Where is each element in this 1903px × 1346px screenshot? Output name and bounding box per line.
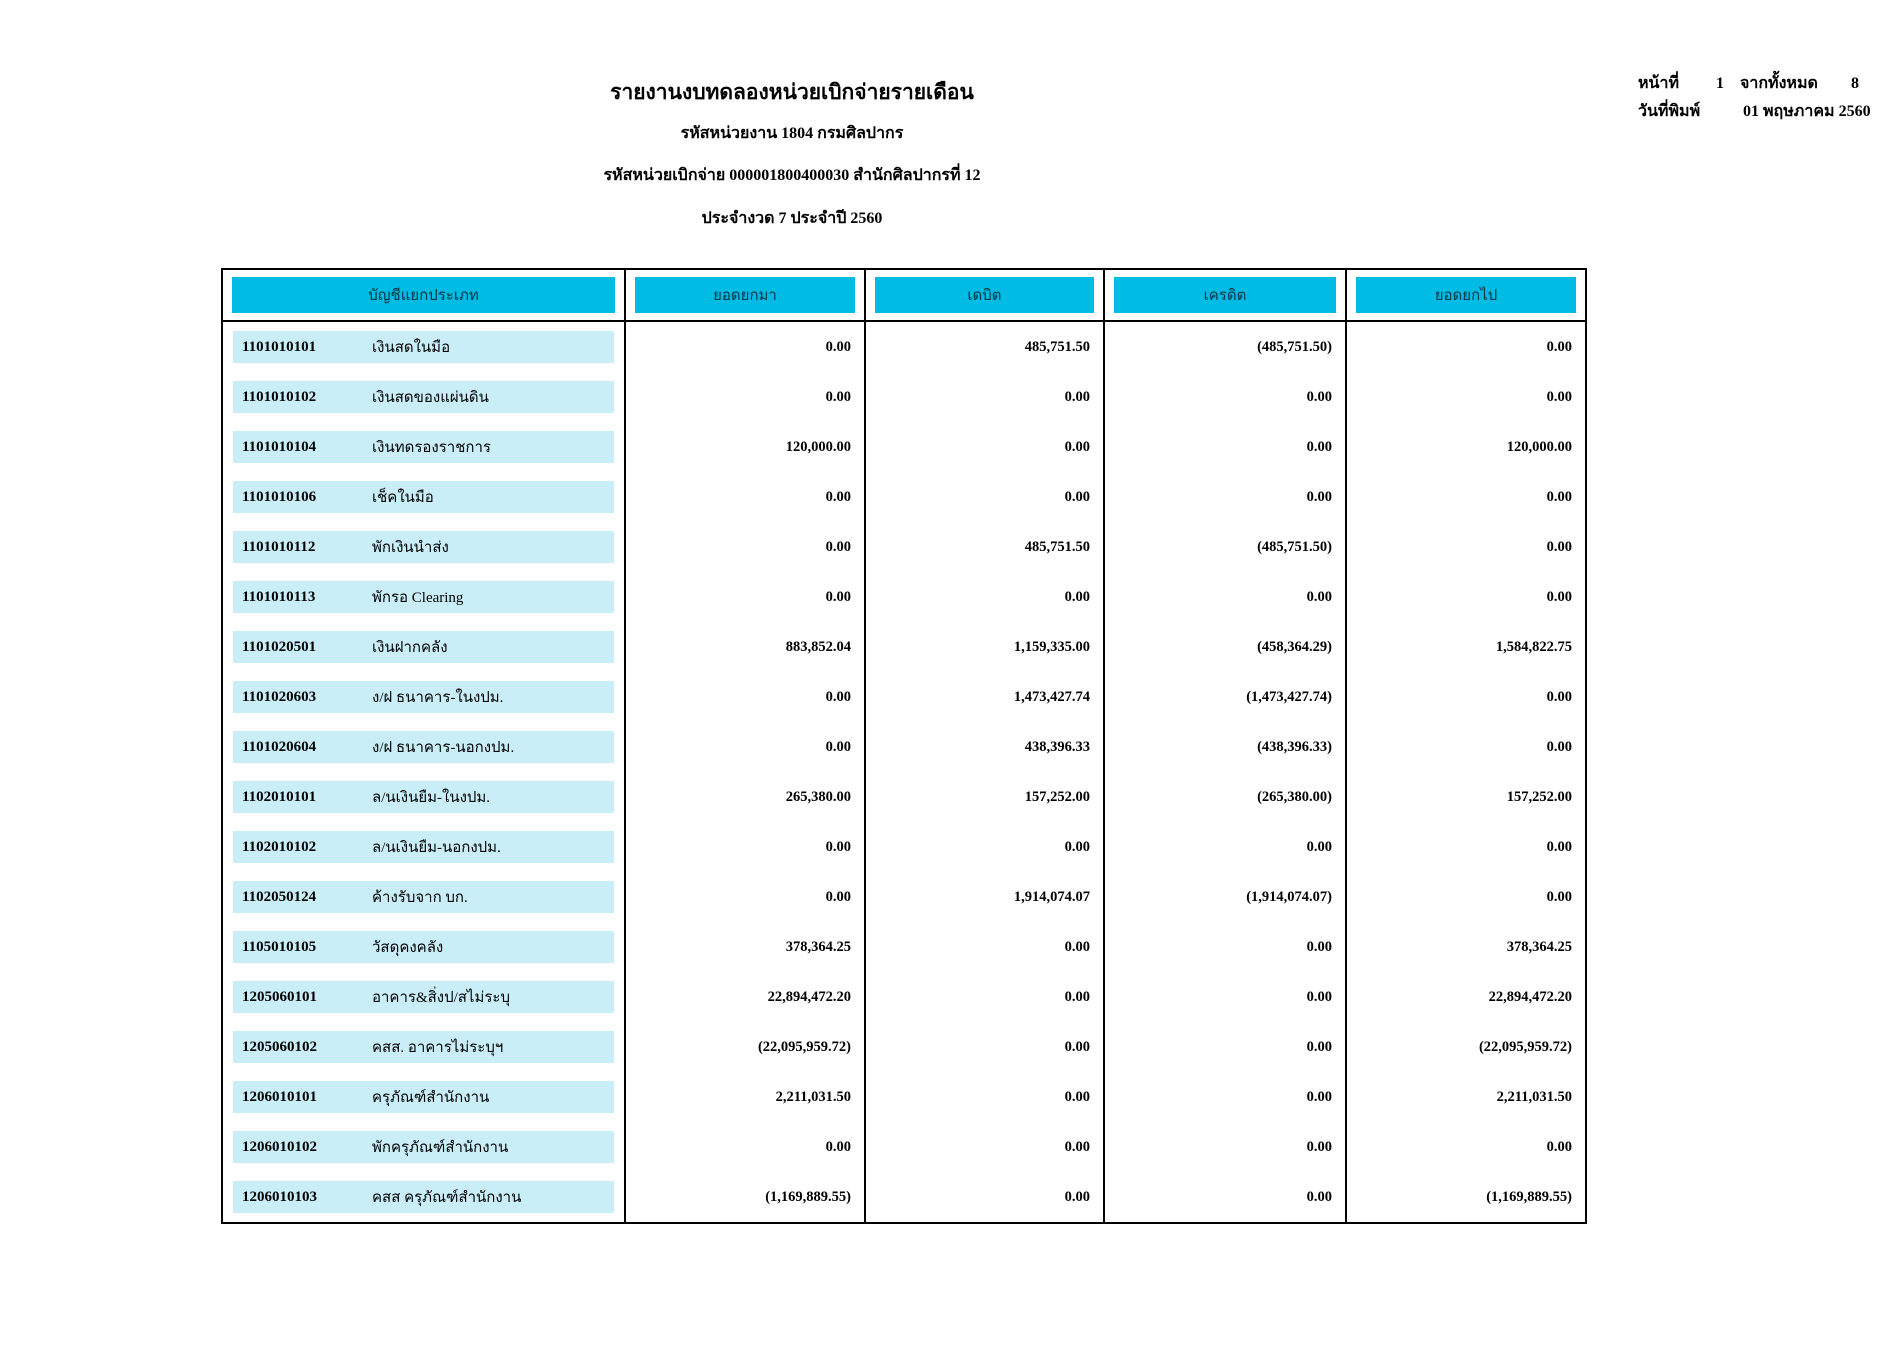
carry-over-value: 0.00 [1546, 538, 1572, 555]
account-cell [223, 422, 626, 472]
carry-forward-value: 0.00 [825, 738, 851, 755]
table-row [223, 372, 1585, 422]
carry-over-value: 378,364.25 [1506, 938, 1572, 955]
table-row [223, 1172, 1585, 1222]
carry-forward-value: 2,211,031.50 [775, 1088, 851, 1105]
page-number: 1 [1716, 75, 1724, 92]
carry-over-cell [1347, 922, 1585, 972]
column-header-credit-label: เครดิต [1114, 277, 1336, 313]
account-name: เช็คในมือ [372, 490, 434, 506]
debit-cell [866, 722, 1105, 772]
account-code: 1206010101 [242, 1088, 317, 1105]
debit-cell [866, 322, 1105, 372]
credit-value: 0.00 [1306, 388, 1332, 405]
account-name: ครุภัณฑ์สำนักงาน [372, 1090, 490, 1106]
carry-forward-value: 0.00 [825, 838, 851, 855]
credit-cell [1105, 472, 1347, 522]
account-code: 1102010101 [242, 788, 317, 805]
carry-over-cell [1347, 972, 1585, 1022]
table-body [223, 322, 1585, 1222]
carry-forward-cell [626, 422, 866, 472]
credit-cell [1105, 1172, 1347, 1222]
carry-over-cell [1347, 872, 1585, 922]
carry-forward-value: 0.00 [825, 388, 851, 405]
account-cell [223, 522, 626, 572]
report-title: รายงานงบทดลองหน่วยเบิกจ่ายรายเดือน [610, 80, 974, 104]
debit-value: 0.00 [1064, 1188, 1090, 1205]
account-name: อาคาร&สิ่งป/สไม่ระบุ [372, 990, 511, 1006]
carry-forward-value: 0.00 [825, 538, 851, 555]
table-row [223, 822, 1585, 872]
carry-forward-value: 378,364.25 [785, 938, 851, 955]
account-band [233, 331, 614, 363]
credit-value: (485,751.50) [1257, 538, 1332, 555]
credit-cell [1105, 1072, 1347, 1122]
account-band [233, 881, 614, 913]
table-header-row [223, 270, 1585, 322]
credit-value: 0.00 [1306, 938, 1332, 955]
account-cell [223, 372, 626, 422]
carry-forward-value: (22,095,959.72) [757, 1038, 851, 1055]
credit-cell [1105, 372, 1347, 422]
account-band [233, 1081, 614, 1113]
account-name: คสส. อาคารไม่ระบุฯ [372, 1040, 504, 1056]
credit-value: 0.00 [1306, 1188, 1332, 1205]
credit-value: 0.00 [1306, 1138, 1332, 1155]
report-header [0, 76, 1584, 248]
carry-over-value: 120,000.00 [1506, 438, 1572, 455]
table-row [223, 1072, 1585, 1122]
account-code: 1101020604 [242, 738, 317, 755]
debit-value: 0.00 [1064, 1088, 1090, 1105]
carry-over-value: 0.00 [1546, 838, 1572, 855]
credit-cell [1105, 972, 1347, 1022]
debit-value: 0.00 [1064, 1038, 1090, 1055]
credit-cell [1105, 1022, 1347, 1072]
table-row [223, 522, 1585, 572]
account-band [233, 631, 614, 663]
carry-over-value: 0.00 [1546, 588, 1572, 605]
trial-balance-table [221, 268, 1587, 1224]
account-name: พักรอ Clearing [372, 590, 464, 606]
account-name: ล/นเงินยืม-นอกงปม. [372, 840, 501, 856]
debit-cell [866, 772, 1105, 822]
debit-value: 1,159,335.00 [1013, 638, 1090, 655]
carry-forward-value: 0.00 [825, 688, 851, 705]
debit-value: 1,473,427.74 [1013, 688, 1090, 705]
account-band [233, 931, 614, 963]
account-band [233, 531, 614, 563]
debit-cell [866, 872, 1105, 922]
account-cell [223, 672, 626, 722]
debit-cell [866, 522, 1105, 572]
print-date-row [1638, 98, 1903, 126]
account-name: ง/ฝ ธนาคาร-ในงปม. [372, 690, 504, 706]
credit-cell [1105, 622, 1347, 672]
account-code: 1101010102 [242, 388, 317, 405]
table-row [223, 772, 1585, 822]
account-band [233, 1181, 614, 1213]
debit-value: 157,252.00 [1024, 788, 1090, 805]
debit-cell [866, 822, 1105, 872]
table-row [223, 622, 1585, 672]
carry-forward-cell [626, 1122, 866, 1172]
account-band [233, 731, 614, 763]
period-line: ประจำงวด 7 ประจำปี 2560 [701, 210, 883, 227]
account-name: พักเงินนำส่ง [372, 540, 449, 556]
account-code: 1206010103 [242, 1188, 317, 1205]
account-cell [223, 1122, 626, 1172]
carry-over-value: 0.00 [1546, 488, 1572, 505]
credit-cell [1105, 722, 1347, 772]
carry-over-cell [1347, 1072, 1585, 1122]
debit-value: 438,396.33 [1024, 738, 1090, 755]
carry-over-cell [1347, 372, 1585, 422]
carry-over-cell [1347, 622, 1585, 672]
carry-forward-cell [626, 1172, 866, 1222]
carry-over-cell [1347, 772, 1585, 822]
debit-value: 1,914,074.07 [1013, 888, 1090, 905]
carry-forward-cell [626, 872, 866, 922]
credit-value: 0.00 [1306, 438, 1332, 455]
account-code: 1101010112 [242, 538, 316, 555]
carry-forward-value: 22,894,472.20 [767, 988, 851, 1005]
account-cell [223, 922, 626, 972]
account-name: ง/ฝ ธนาคาร-นอกงปม. [372, 740, 515, 756]
account-band [233, 1031, 614, 1063]
carry-over-cell [1347, 1172, 1585, 1222]
carry-over-value: 2,211,031.50 [1496, 1088, 1572, 1105]
debit-cell [866, 1122, 1105, 1172]
account-cell [223, 622, 626, 672]
account-cell [223, 322, 626, 372]
column-header-debit-label: เดบิต [875, 277, 1094, 313]
account-cell [223, 1072, 626, 1122]
carry-over-value: 0.00 [1546, 688, 1572, 705]
account-cell [223, 1172, 626, 1222]
account-band [233, 681, 614, 713]
account-code: 1101020603 [242, 688, 317, 705]
total-pages-label: จากทั้งหมด [1740, 75, 1818, 92]
debit-cell [866, 372, 1105, 422]
page-label: หน้าที่ [1638, 75, 1680, 92]
account-code: 1205060101 [242, 988, 317, 1005]
account-cell [223, 822, 626, 872]
table-row [223, 422, 1585, 472]
debit-cell [866, 422, 1105, 472]
account-band [233, 431, 614, 463]
debit-cell [866, 622, 1105, 672]
carry-forward-value: 265,380.00 [785, 788, 851, 805]
carry-forward-cell [626, 772, 866, 822]
credit-value: (485,751.50) [1257, 338, 1332, 355]
carry-over-cell [1347, 1122, 1585, 1172]
carry-forward-value: (1,169,889.55) [765, 1188, 851, 1205]
carry-over-value: 1,584,822.75 [1495, 638, 1572, 655]
carry-forward-cell [626, 672, 866, 722]
debit-cell [866, 1072, 1105, 1122]
credit-cell [1105, 672, 1347, 722]
carry-over-cell [1347, 1022, 1585, 1072]
carry-forward-value: 0.00 [825, 588, 851, 605]
account-name: วัสดุคงคลัง [372, 940, 444, 956]
print-date-label: วันที่พิมพ์ [1638, 103, 1701, 120]
account-code: 1205060102 [242, 1038, 317, 1055]
account-code: 1101010104 [242, 438, 317, 455]
table-row [223, 722, 1585, 772]
account-name: เงินทดรองราชการ [372, 440, 491, 456]
account-band [233, 381, 614, 413]
account-name: เงินสดในมือ [372, 340, 451, 356]
carry-over-cell [1347, 422, 1585, 472]
carry-over-cell [1347, 822, 1585, 872]
debit-cell [866, 572, 1105, 622]
credit-cell [1105, 572, 1347, 622]
column-header-credit [1105, 270, 1347, 320]
column-header-carry-forward-label: ยอดยกมา [635, 277, 855, 313]
column-header-account-label: บัญชีแยกประเภท [232, 277, 615, 313]
carry-forward-value: 0.00 [825, 338, 851, 355]
credit-cell [1105, 522, 1347, 572]
carry-over-value: 0.00 [1546, 1138, 1572, 1155]
debit-cell [866, 472, 1105, 522]
carry-over-value: 0.00 [1546, 738, 1572, 755]
table-row [223, 1122, 1585, 1172]
credit-cell [1105, 322, 1347, 372]
disbursement-unit-line: รหัสหน่วยเบิกจ่าย 000001800400030 สำนักศิลปากรที่ 12 [603, 167, 981, 184]
debit-cell [866, 922, 1105, 972]
account-name: เงินสดของแผ่นดิน [372, 390, 489, 406]
carry-forward-cell [626, 822, 866, 872]
carry-over-value: 22,894,472.20 [1488, 988, 1572, 1005]
account-code: 1102050124 [242, 888, 317, 905]
carry-over-cell [1347, 522, 1585, 572]
debit-cell [866, 1022, 1105, 1072]
debit-value: 485,751.50 [1024, 538, 1090, 555]
credit-value: 0.00 [1306, 1088, 1332, 1105]
account-band [233, 781, 614, 813]
total-pages: 8 [1851, 75, 1859, 92]
debit-value: 0.00 [1064, 438, 1090, 455]
carry-forward-value: 0.00 [825, 888, 851, 905]
account-band [233, 831, 614, 863]
credit-value: (265,380.00) [1257, 788, 1332, 805]
credit-cell [1105, 872, 1347, 922]
credit-value: 0.00 [1306, 488, 1332, 505]
debit-value: 0.00 [1064, 388, 1090, 405]
table-row [223, 922, 1585, 972]
account-band [233, 481, 614, 513]
carry-over-cell [1347, 322, 1585, 372]
credit-cell [1105, 422, 1347, 472]
column-header-carry-over [1347, 270, 1585, 320]
carry-forward-cell [626, 622, 866, 672]
account-cell [223, 722, 626, 772]
carry-forward-cell [626, 722, 866, 772]
table-row [223, 672, 1585, 722]
carry-forward-cell [626, 972, 866, 1022]
column-header-carry-over-label: ยอดยกไป [1356, 277, 1576, 313]
account-cell [223, 472, 626, 522]
credit-cell [1105, 922, 1347, 972]
table-row [223, 572, 1585, 622]
debit-value: 0.00 [1064, 1138, 1090, 1155]
account-name: คสส ครุภัณฑ์สำนักงาน [372, 1190, 522, 1206]
carry-over-value: 0.00 [1546, 888, 1572, 905]
account-code: 1102010102 [242, 838, 317, 855]
debit-value: 485,751.50 [1024, 338, 1090, 355]
carry-forward-cell [626, 472, 866, 522]
debit-value: 0.00 [1064, 488, 1090, 505]
account-code: 1101010106 [242, 488, 317, 505]
account-name: พักครุภัณฑ์สำนักงาน [372, 1140, 509, 1156]
debit-cell [866, 672, 1105, 722]
carry-forward-cell [626, 372, 866, 422]
column-header-carry-forward [626, 270, 866, 320]
table-row [223, 1022, 1585, 1072]
account-name: ค้างรับจาก บก. [372, 890, 468, 906]
table-row [223, 472, 1585, 522]
carry-forward-cell [626, 322, 866, 372]
carry-forward-cell [626, 1072, 866, 1122]
carry-forward-cell [626, 572, 866, 622]
credit-value: (438,396.33) [1257, 738, 1332, 755]
account-code: 1101010113 [242, 588, 316, 605]
carry-over-cell [1347, 572, 1585, 622]
page-number-row [1638, 70, 1903, 98]
debit-value: 0.00 [1064, 988, 1090, 1005]
table-row [223, 322, 1585, 372]
carry-over-value: (22,095,959.72) [1478, 1038, 1572, 1055]
carry-over-cell [1347, 722, 1585, 772]
credit-value: (1,473,427.74) [1246, 688, 1332, 705]
debit-value: 0.00 [1064, 938, 1090, 955]
carry-over-value: (1,169,889.55) [1486, 1188, 1572, 1205]
carry-forward-value: 883,852.04 [785, 638, 851, 655]
credit-cell [1105, 772, 1347, 822]
account-cell [223, 1022, 626, 1072]
table-row [223, 872, 1585, 922]
table-row [223, 972, 1585, 1022]
page-meta [1638, 70, 1903, 126]
carry-forward-cell [626, 922, 866, 972]
column-header-debit [866, 270, 1105, 320]
carry-over-cell [1347, 472, 1585, 522]
debit-cell [866, 1172, 1105, 1222]
credit-value: (1,914,074.07) [1246, 888, 1332, 905]
carry-forward-value: 0.00 [825, 488, 851, 505]
account-cell [223, 572, 626, 622]
account-code: 1101010101 [242, 338, 317, 355]
account-code: 1206010102 [242, 1138, 317, 1155]
account-code: 1105010105 [242, 938, 317, 955]
carry-forward-cell [626, 1022, 866, 1072]
account-name: ล/นเงินยืม-ในงปม. [372, 790, 491, 806]
print-date-value: 01 พฤษภาคม 2560 [1743, 103, 1871, 120]
debit-cell [866, 972, 1105, 1022]
carry-over-value: 0.00 [1546, 338, 1572, 355]
credit-value: 0.00 [1306, 988, 1332, 1005]
account-name: เงินฝากคลัง [372, 640, 448, 656]
credit-cell [1105, 1122, 1347, 1172]
account-cell [223, 872, 626, 922]
account-band [233, 581, 614, 613]
credit-value: 0.00 [1306, 838, 1332, 855]
account-cell [223, 972, 626, 1022]
debit-value: 0.00 [1064, 588, 1090, 605]
account-cell [223, 772, 626, 822]
credit-value: 0.00 [1306, 588, 1332, 605]
account-band [233, 981, 614, 1013]
carry-forward-value: 0.00 [825, 1138, 851, 1155]
debit-value: 0.00 [1064, 838, 1090, 855]
account-band [233, 1131, 614, 1163]
agency-code-line: รหัสหน่วยงาน 1804 กรมศิลปากร [680, 125, 904, 142]
carry-over-value: 157,252.00 [1506, 788, 1572, 805]
credit-value: (458,364.29) [1257, 638, 1332, 655]
credit-cell [1105, 822, 1347, 872]
credit-value: 0.00 [1306, 1038, 1332, 1055]
carry-forward-value: 120,000.00 [785, 438, 851, 455]
carry-over-cell [1347, 672, 1585, 722]
carry-over-value: 0.00 [1546, 388, 1572, 405]
column-header-account [223, 270, 626, 320]
carry-forward-cell [626, 522, 866, 572]
account-code: 1101020501 [242, 638, 317, 655]
